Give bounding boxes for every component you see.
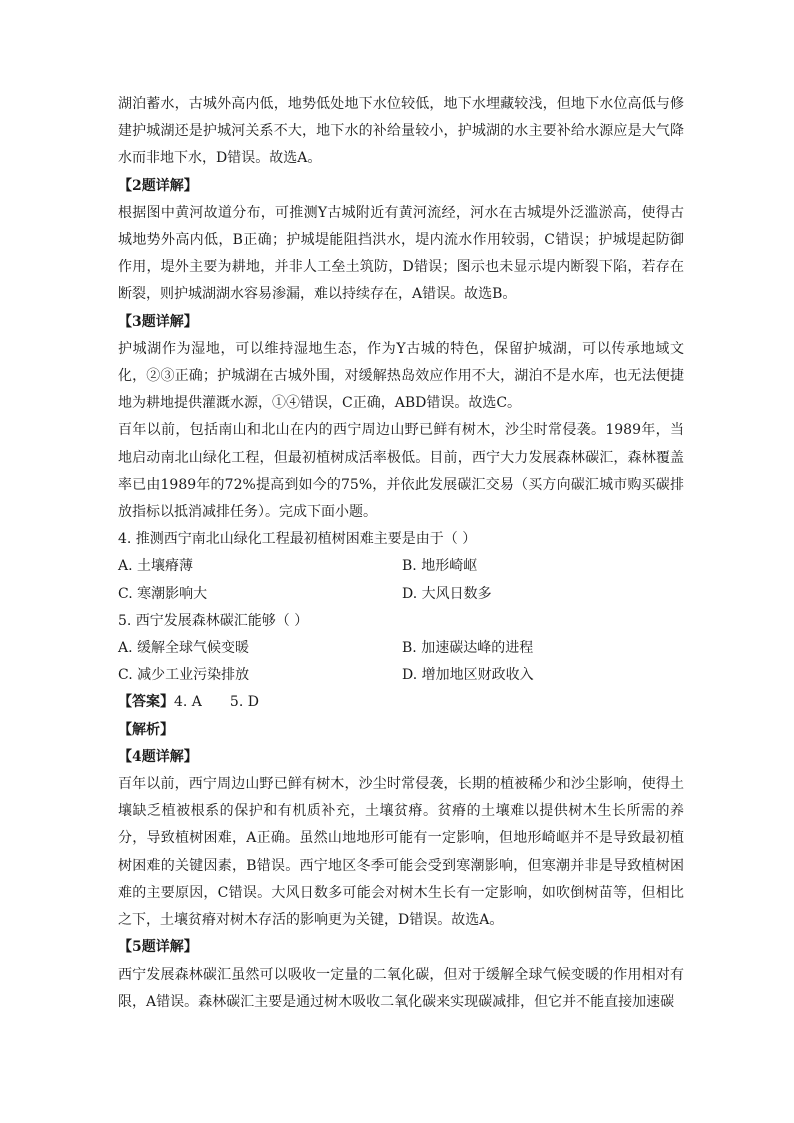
question-4-option-b: B. 地形崎岖: [402, 558, 478, 575]
question-5-option-a: A. 缓解全球气候变暖: [118, 640, 250, 657]
continuation-paragraph: 湖泊蓄水，古城外高内低，地势低处地下水位较低，地下水埋藏较浅，但地下水位高低与修建护城湖还是护城河关系不大，地下水的补给量较小，护城湖的水主要补给水源应是大气降水而非地下水，D错误。故选A。: [118, 96, 684, 167]
question-5-option-b: B. 加速碳达峰的进程: [402, 640, 534, 657]
q5-explanation: 西宁发展森林碳汇虽然可以吸收一定量的二氧化碳，但对于缓解全球气候变暖的作用相对有限，A错误。森林碳汇主要是通过树木吸收二氧化碳来实现碳减排，但它并不能直接加速碳: [118, 966, 684, 1010]
question-5-option-d: D. 增加地区财政收入: [402, 667, 534, 684]
question-5-options: [118, 635, 684, 689]
q3-explanation: 护城湖作为湿地，可以维持湿地生态，作为Y古城的特色，保留护城湖，可以传承地域文化，②③正确；护城湖在古城外围，对缓解热岛效应作用不大，湖泊不是水库，也无法便捷地为耕地提供灌溉水源，①④错误，C正确，ABD错误。故选C。: [118, 340, 684, 412]
question-4-option-a: A. 土壤瘠薄: [118, 558, 194, 575]
answer-5: 5. D: [229, 694, 259, 711]
q2-heading: 【2题详解】: [118, 177, 198, 194]
q3-heading: 【3题详解】: [118, 313, 198, 330]
answer-label: 【答案】: [118, 694, 174, 711]
question-4-option-c: C. 寒潮影响大: [118, 585, 208, 602]
question-5-option-c: C. 减少工业污染排放: [118, 667, 250, 684]
q4-heading: 【4题详解】: [118, 748, 198, 765]
analysis-heading: 【解析】: [118, 721, 174, 738]
q4-explanation: 百年以前，西宁周边山野已鲜有树木，沙尘时常侵袭，长期的植被稀少和沙尘影响，使得土壤缺乏植被根系的保护和有机质补充，土壤贫瘠。贫瘠的土壤难以提供树木生长所需的养分，导致植树困难，A正确。虽然山地地形可能有一定影响，但地形崎岖并不是导致最初植树困难的关键因素，B错误。西宁地区冬季可能会受到寒潮影响，但寒潮并非是导致植树困难的主要原因，C错误。大风日数多可能会对树木生长有一定影响，如吹倒树苗等，但相比之下，土壤贫瘠对树木存活的影响更为关键，D错误。故选A。: [118, 776, 684, 929]
question-5-stem: 5. 西宁发展森林碳汇能够（ ）: [118, 612, 309, 629]
q2-explanation: 根据图中黄河故道分布，可推测Y古城附近有黄河流经，河水在古城堤外泛滥淤高，使得古城地势外高内低，B正确；护城堤能阻挡洪水，堤内流水作用较弱，C错误；护城堤起防御作用，堤外主要为耕地，并非人工垒土筑防，D错误；图示也未显示堤内断裂下陷，若存在断裂，则护城湖湖水容易渗漏，难以持续存在，A错误。故选B。: [118, 204, 684, 303]
material-paragraph: 百年以前，包括南山和北山在内的西宁周边山野已鲜有树木，沙尘时常侵袭。1989年，当地启动南北山绿化工程，但最初植树成活率极低。目前，西宁大力发展森林碳汇，森林覆盖率已由1989年的72%提高到如今的75%，并依此发展碳汇交易（买方向碳汇城市购买碳排放指标以抵消减排任务）。完成下面小题。: [118, 422, 684, 521]
question-4-options: [118, 553, 684, 607]
answer-4: 4. A: [174, 694, 202, 711]
answer-line: [118, 689, 684, 716]
question-4-option-d: D. 大风日数多: [402, 585, 492, 602]
question-4-stem: 4. 推测西宁南北山绿化工程最初植树困难主要是由于（ ）: [118, 531, 477, 548]
q5-heading: 【5题详解】: [118, 939, 198, 956]
